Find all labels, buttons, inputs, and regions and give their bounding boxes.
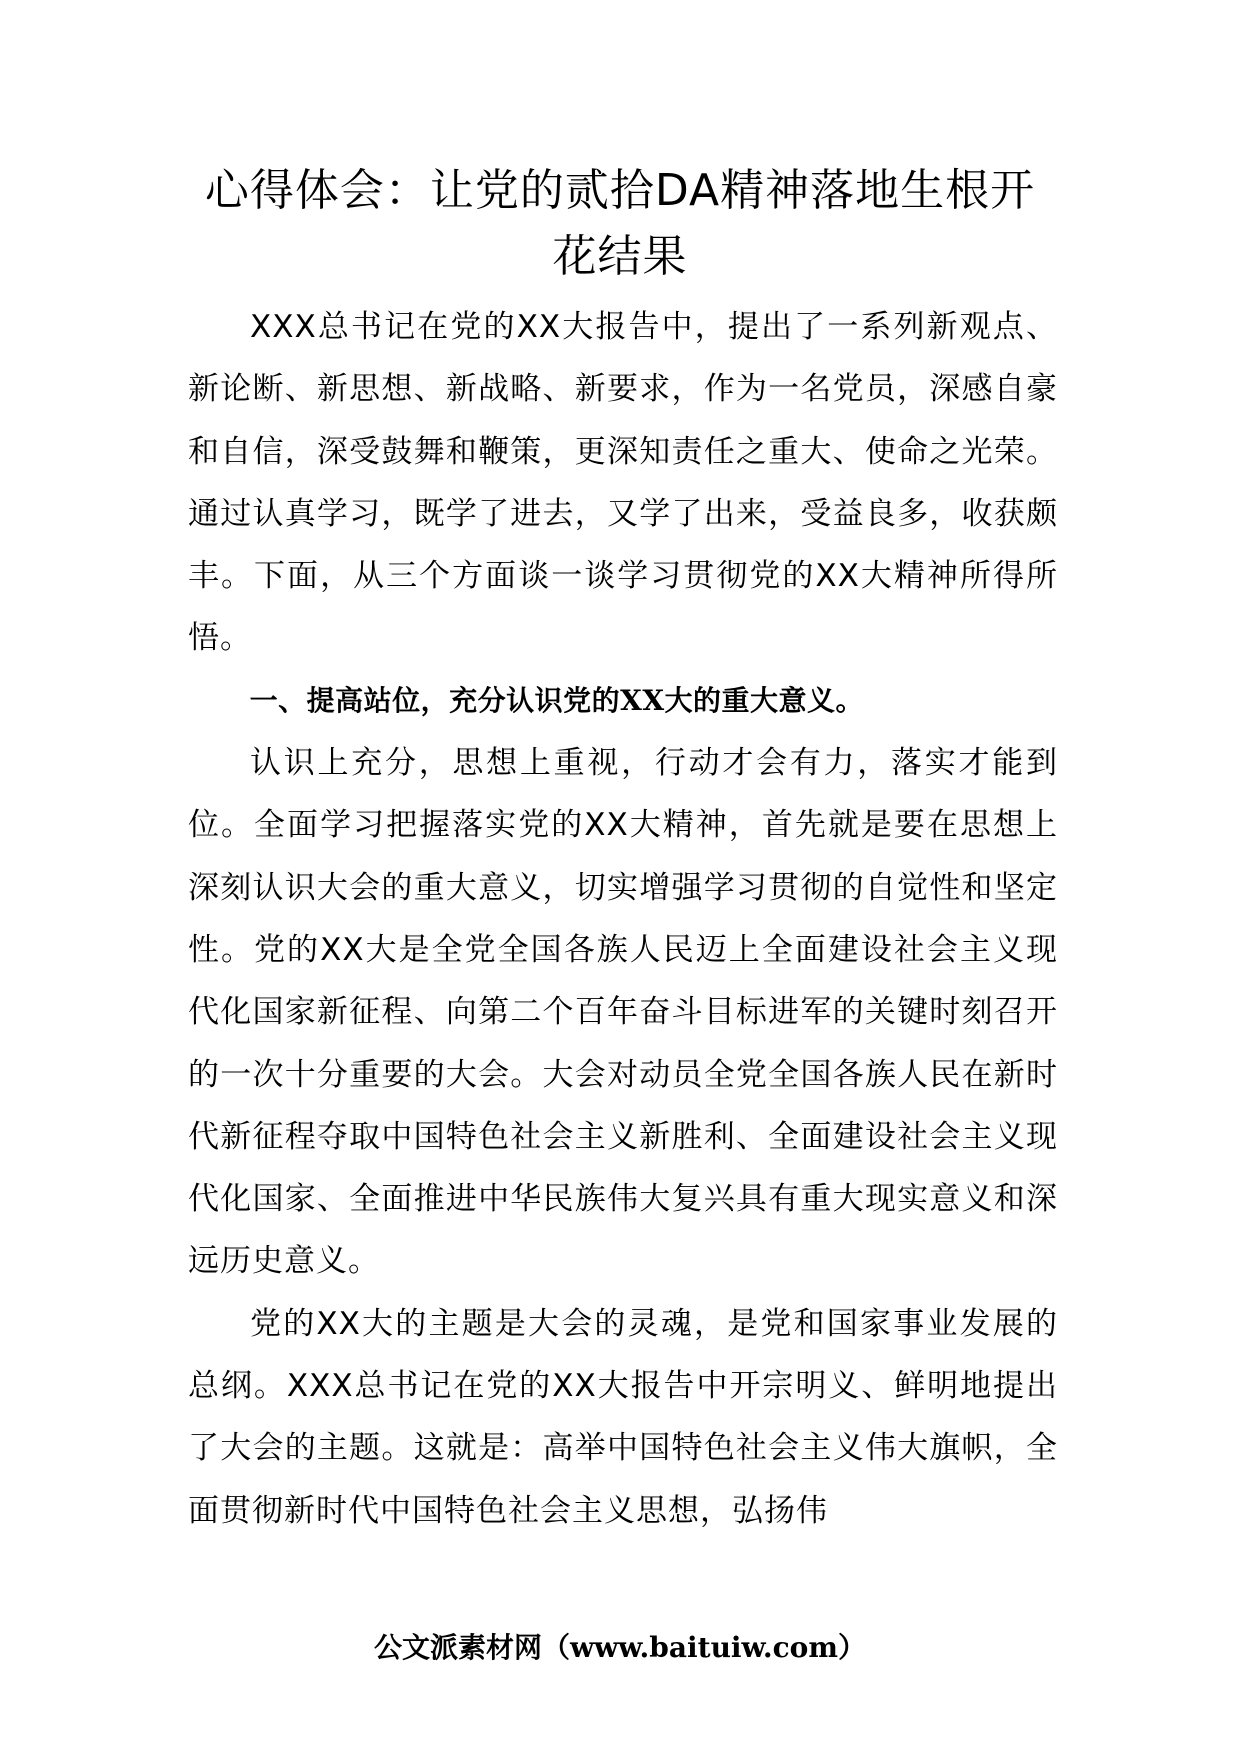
paragraph-theme: 党的XX大的主题是大会的灵魂，是党和国家事业发展的总纲。XXX总书记在党的XX大报告中开宗明义、鲜明地提出了大会的主题。这就是：高举中国特色社会主义伟大旗帜，全面贯彻新时代中国特色社会主义思想，弘扬伟 <box>188 1305 1058 1529</box>
paragraph-significance: 认识上充分，思想上重视，行动才会有力，落实才能到位。全面学习把握落实党的XX大精神，首先就是要在思想上深刻认识大会的重大意义，切实增强学习贯彻的自觉性和坚定性。党的XX大是全党全国各族人民迈上全面建设社会主义现代化国家新征程、向第二个百年奋斗目标进军的关键时刻召开的一次十分重要的大会。大会对动员全党全国各族人民在新时代新征程夺取中国特色社会主义新胜利、全面建设社会主义现代化国家、全面推进中华民族伟大复兴具有重大现实意义和深远历史意义。 <box>188 745 1058 1280</box>
document-body <box>188 296 1058 1542</box>
paragraph-intro: XXX总书记在党的XX大报告中，提出了一系列新观点、新论断、新思想、新战略、新要求，作为一名党员，深感自豪和自信，深受鼓舞和鞭策，更深知责任之重大、使命之光荣。通过认真学习，既学了进去，又学了出来，受益良多，收获颇丰。下面，从三个方面谈一谈学习贯彻党的XX大精神所得所悟。 <box>188 309 1058 657</box>
document-title: 心得体会：让党的贰拾DA精神落地生根开花结果 <box>204 165 1036 282</box>
page-footer: 公文派素材网（www.baituiw.com） <box>374 1631 866 1664</box>
section-heading-1: 一、提高站位，充分认识党的XX大的重大意义。 <box>249 683 865 717</box>
